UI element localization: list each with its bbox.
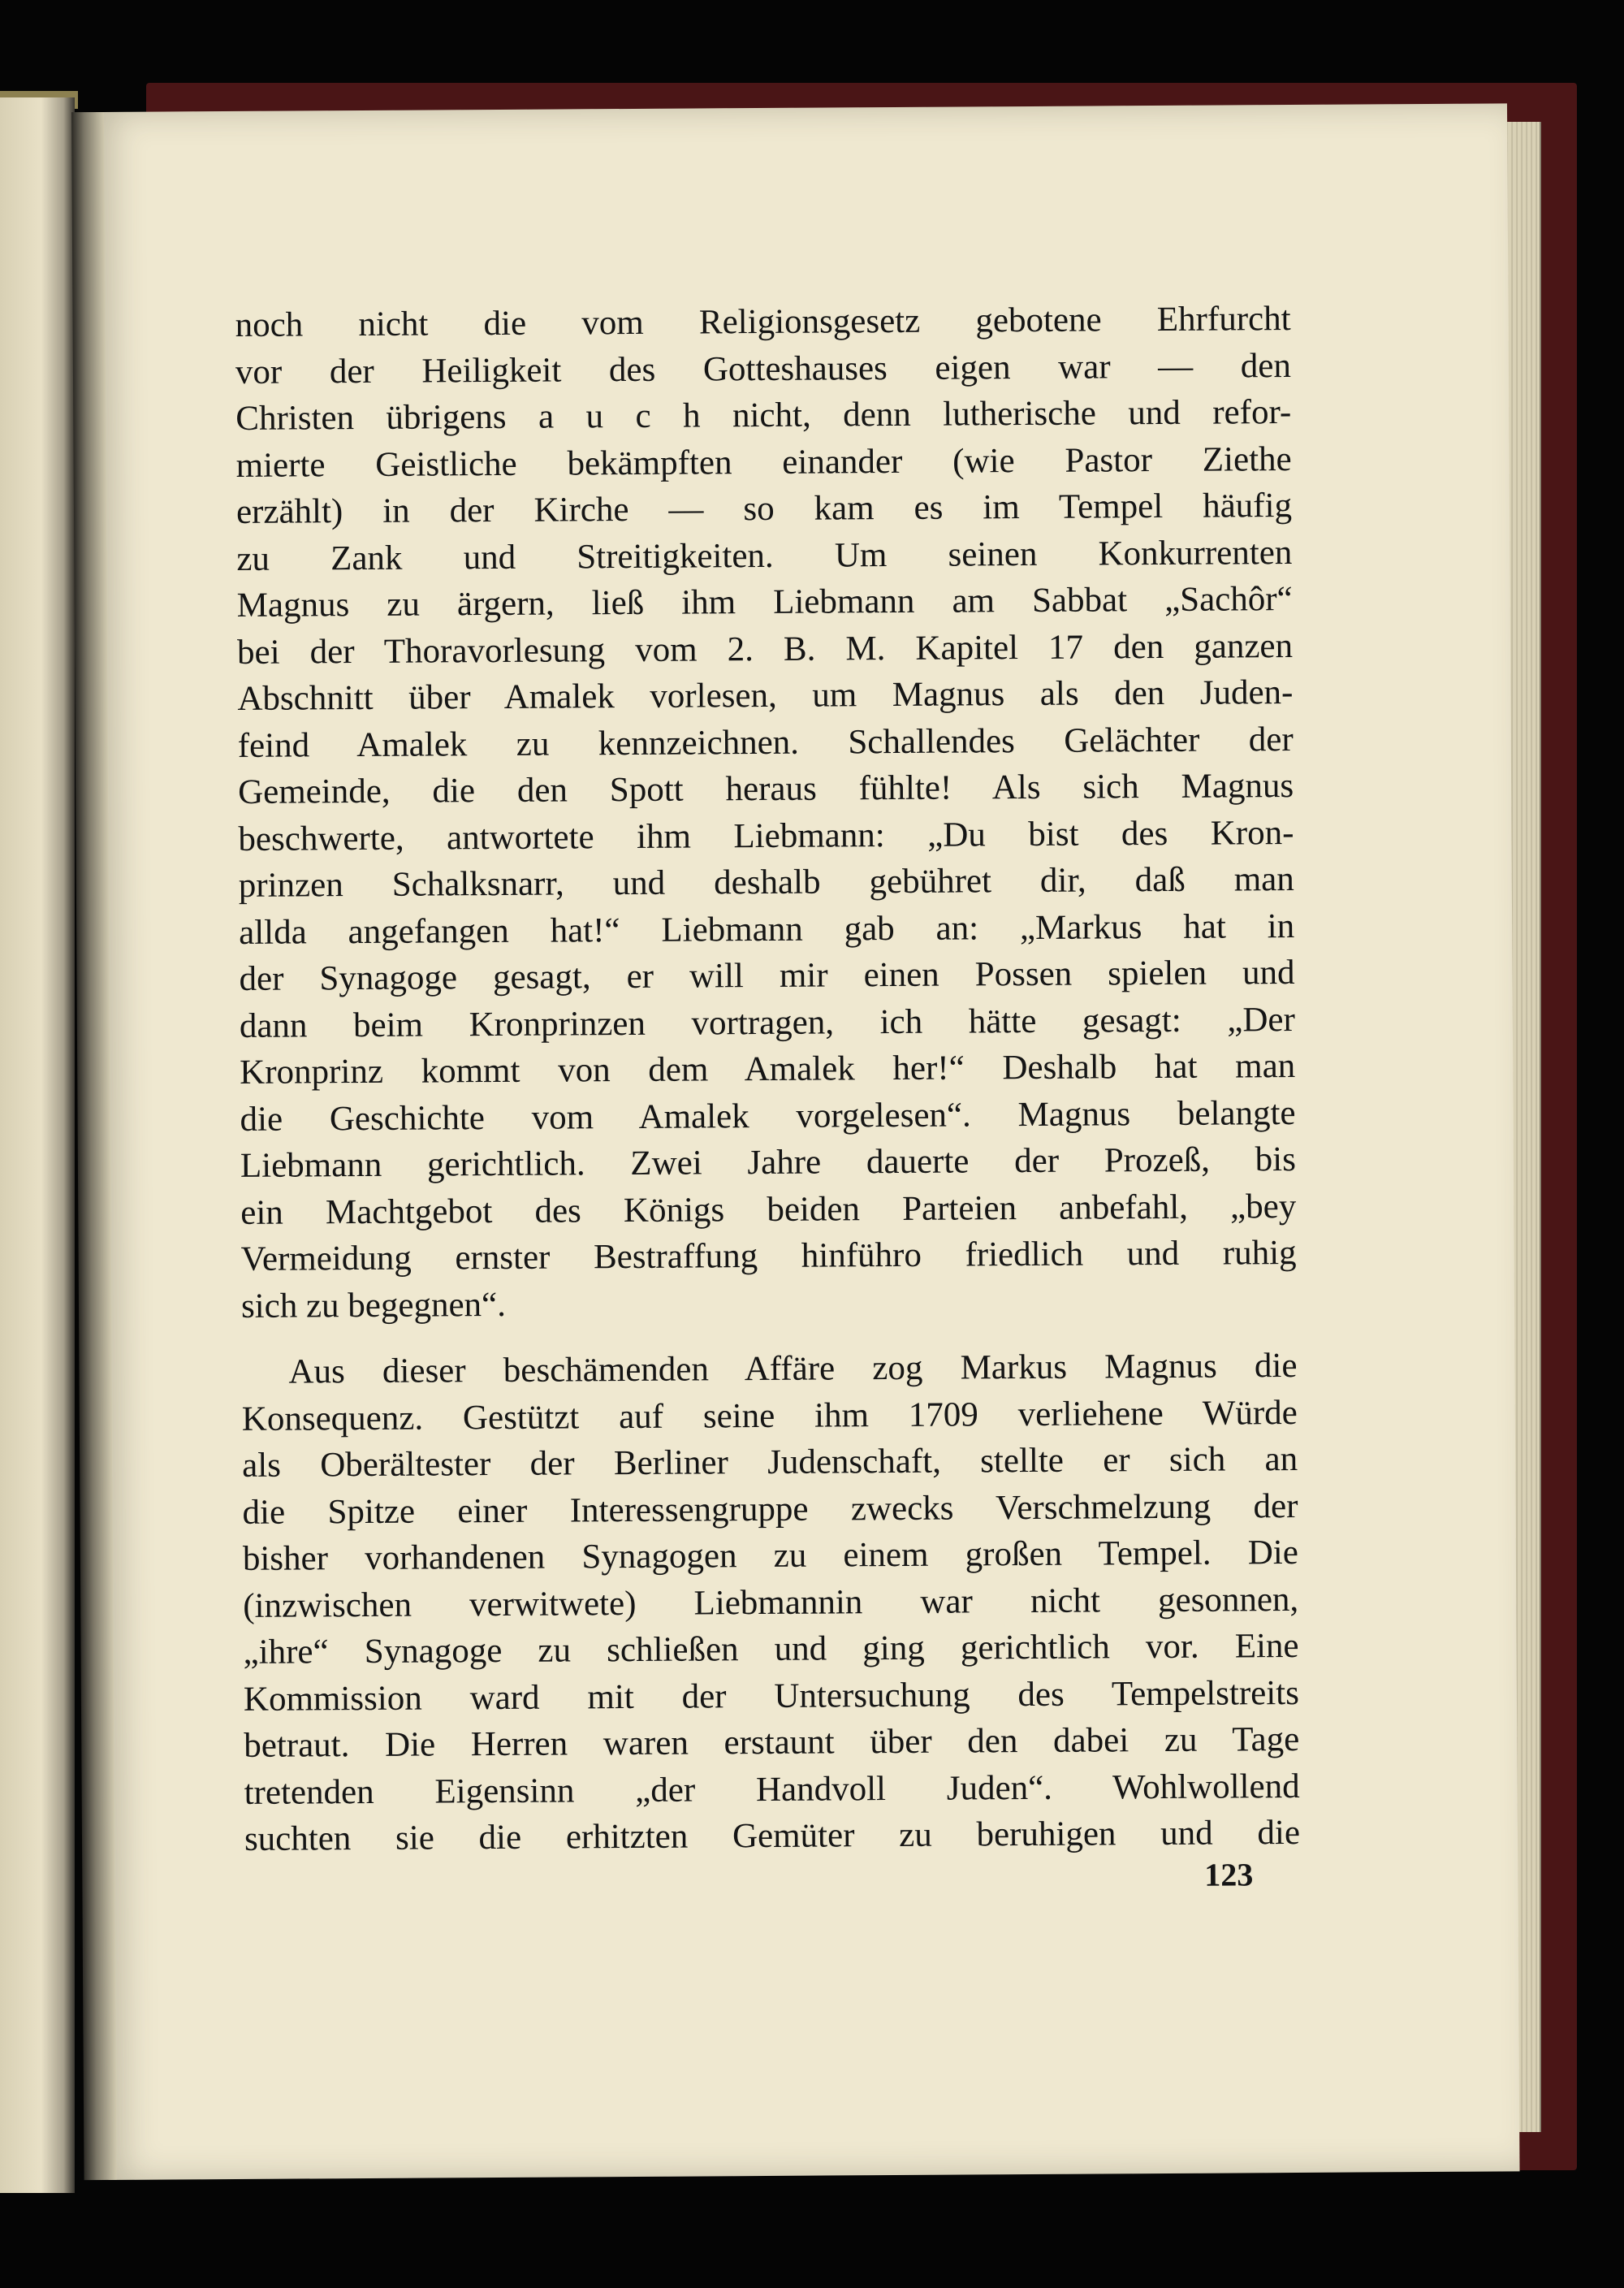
text-line: noch nicht die vom Religionsgesetz gebotene Ehrfurcht	[235, 300, 1291, 344]
text-line: Kronprinz kommt von dem Amalek her!“ Deshalb hat man	[240, 1046, 1296, 1092]
text-line: bisher vorhandenen Synagogen zu einem großen Tempel. Die	[242, 1533, 1299, 1578]
text-line: ein Machtgebot des Königs beiden Parteien anbefahl, „bey	[240, 1187, 1297, 1232]
text-line: Abschnitt über Amalek vorlesen, um Magnus als den Juden-	[237, 673, 1294, 718]
text-line: zu Zank und Streitigkeiten. Um seinen Konkurrenten	[236, 533, 1293, 578]
text-line: Vermeidung ernster Bestraffung hinführo friedlich und ruhig	[240, 1233, 1297, 1278]
book-page	[96, 103, 1520, 2180]
text-line: Liebmann gerichtlich. Zwei Jahre dauerte der Prozeß, bis	[240, 1140, 1297, 1185]
text-line: suchten sie die erhitzten Gemüter zu beruhigen und die	[244, 1813, 1301, 1858]
text-line: prinzen Schalksnarr, und deshalb gebühret dir, daß man	[238, 860, 1294, 905]
text-line: Kommission ward mit der Untersuchung des Tempelstreits	[243, 1673, 1300, 1719]
text-line: Gemeinde, die den Spott heraus fühlte! Als sich Magnus	[237, 767, 1294, 811]
paragraph-2	[241, 1343, 1300, 1862]
text-line: Christen übrigens a u c h nicht, denn lutherische und refor-	[235, 393, 1292, 438]
paragraph-1	[235, 296, 1297, 1330]
page-number: 123	[1204, 1856, 1254, 1893]
text-line: die Geschichte vom Amalek vorgelesen“. Magnus belangte	[240, 1093, 1296, 1139]
text-line: mierte Geistliche bekämpften einander (wie Pastor Ziethe	[235, 439, 1292, 485]
text-line: „ihre“ Synagoge zu schließen und ging gerichtlich vor. Eine	[243, 1626, 1299, 1672]
text-line: Konsequenz. Gestützt auf seine ihm 1709 verliehene Würde	[241, 1393, 1298, 1438]
text-line: betraut. Die Herren waren erstaunt über den dabei zu Tage	[244, 1719, 1300, 1765]
text-line: bei der Thoravorlesung vom 2. B. M. Kapitel 17 den ganzen	[236, 626, 1294, 672]
text-line: als Oberältester der Berliner Judenschaft, stellte er sich an	[242, 1439, 1298, 1485]
text-line: (inzwischen verwitwete) Liebmannin war nicht gesonnen,	[243, 1580, 1299, 1625]
text-line: feind Amalek zu kennzeichnen. Schallendes Gelächter der	[237, 720, 1294, 765]
text-line: sich zu begegnen“.	[240, 1285, 507, 1326]
text-line: beschwerte, antwortete ihm Liebmann: „Du bist des Kron-	[238, 813, 1294, 859]
text-line: vor der Heiligkeit des Gotteshauses eigen war — den	[235, 346, 1292, 391]
text-line: allda angefangen hat!“ Liebmann gab an: „Markus hat in	[239, 906, 1295, 952]
text-line: dann beim Kronprinzen vortragen, ich hätte gesagt: „Der	[239, 1000, 1295, 1045]
text-line: Magnus zu ärgern, ließ ihm Liebmann am Sabbat „Sachôr“	[236, 580, 1293, 625]
page-gutter-shadow	[71, 112, 117, 2180]
body-text	[235, 296, 1300, 1862]
text-line: Aus dieser beschämenden Affäre zog Markus Magnus die	[288, 1346, 1298, 1391]
left-facing-page	[0, 97, 75, 2193]
text-line: erzählt) in der Kirche — so kam es im Tempel häufig	[235, 487, 1293, 531]
text-line: der Synagoge gesagt, er will mir einen Possen spielen und	[239, 954, 1295, 998]
text-line: tretenden Eigensinn „der Handvoll Juden“. Wohlwollend	[244, 1767, 1300, 1812]
text-line: die Spitze einer Interessengruppe zwecks Verschmelzung der	[242, 1486, 1298, 1532]
